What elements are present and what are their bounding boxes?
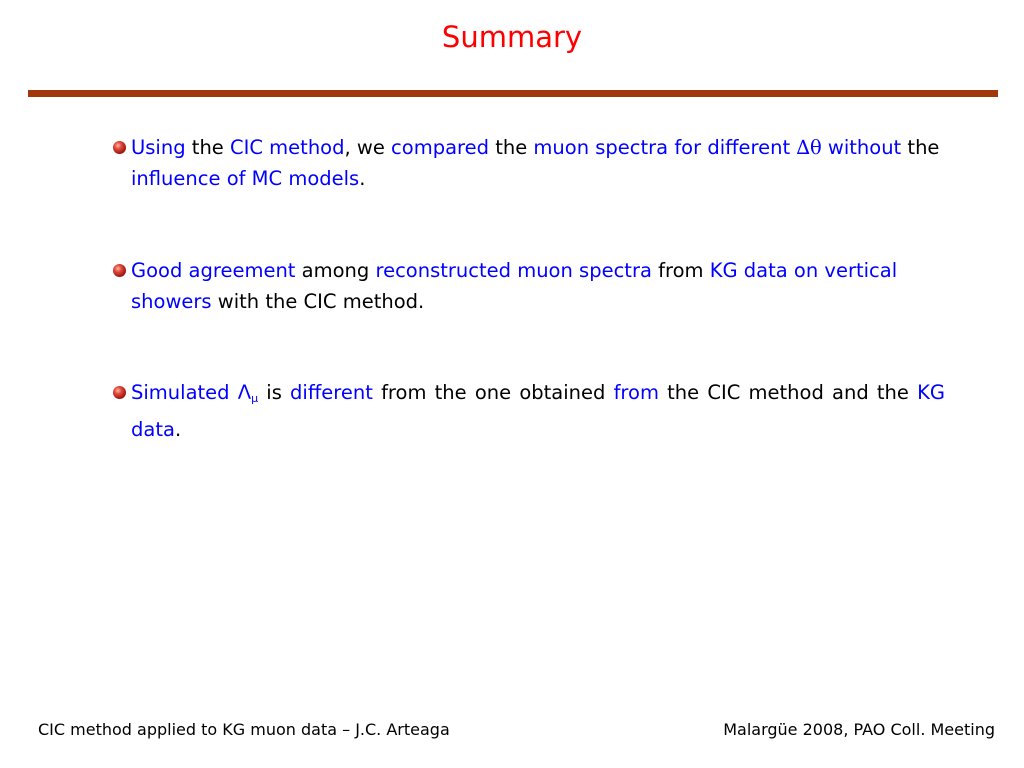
bullet-text: the — [489, 136, 534, 159]
highlighted-text: ∆θ — [796, 136, 822, 159]
highlighted-text: µ — [251, 392, 259, 405]
bullet-item-3 — [131, 377, 945, 445]
highlighted-text: influence of MC models — [131, 167, 360, 190]
highlighted-text: muon spectra for different — [533, 136, 797, 159]
highlighted-text: CIC method — [230, 136, 345, 159]
bullet-text: from — [651, 259, 710, 282]
highlighted-text: KG data — [131, 381, 945, 441]
bullet-text: , we — [344, 136, 392, 159]
bullet-icon — [113, 264, 126, 277]
bullet-text: . — [174, 418, 182, 441]
highlighted-text: from — [613, 381, 659, 404]
bullet-icon — [113, 386, 126, 399]
highlighted-text: different — [290, 381, 373, 404]
bullet-item-2 — [131, 255, 945, 317]
highlighted-text: Good agreement — [131, 259, 296, 282]
slide-title: Summary — [441, 20, 583, 54]
bullet-text: the CIC method and the — [658, 381, 918, 404]
bullet-text: the — [185, 136, 230, 159]
highlighted-text: Using — [131, 136, 186, 159]
highlighted-text: KG data on vertical showers — [131, 259, 898, 313]
bullet-icon — [113, 141, 126, 154]
footer-author: CIC method applied to KG muon data – J.C. Arteaga — [38, 720, 450, 739]
highlighted-text: compared — [391, 136, 489, 159]
bullet-text: . — [359, 167, 366, 190]
bullet-text: with the CIC method. — [211, 290, 425, 313]
highlighted-text: without — [821, 136, 902, 159]
footer-meeting: Malargüe 2008, PAO Coll. Meeting — [723, 720, 995, 739]
bullet-item-1 — [131, 132, 945, 194]
highlighted-text: reconstructed muon spectra — [375, 259, 652, 282]
bullet-text: the — [901, 136, 940, 159]
bullet-text: from the one obtained — [372, 381, 614, 404]
title-divider — [28, 90, 998, 97]
bullet-text: among — [295, 259, 376, 282]
highlighted-text: Simulated Λ — [131, 381, 252, 404]
bullet-text: is — [258, 381, 291, 404]
